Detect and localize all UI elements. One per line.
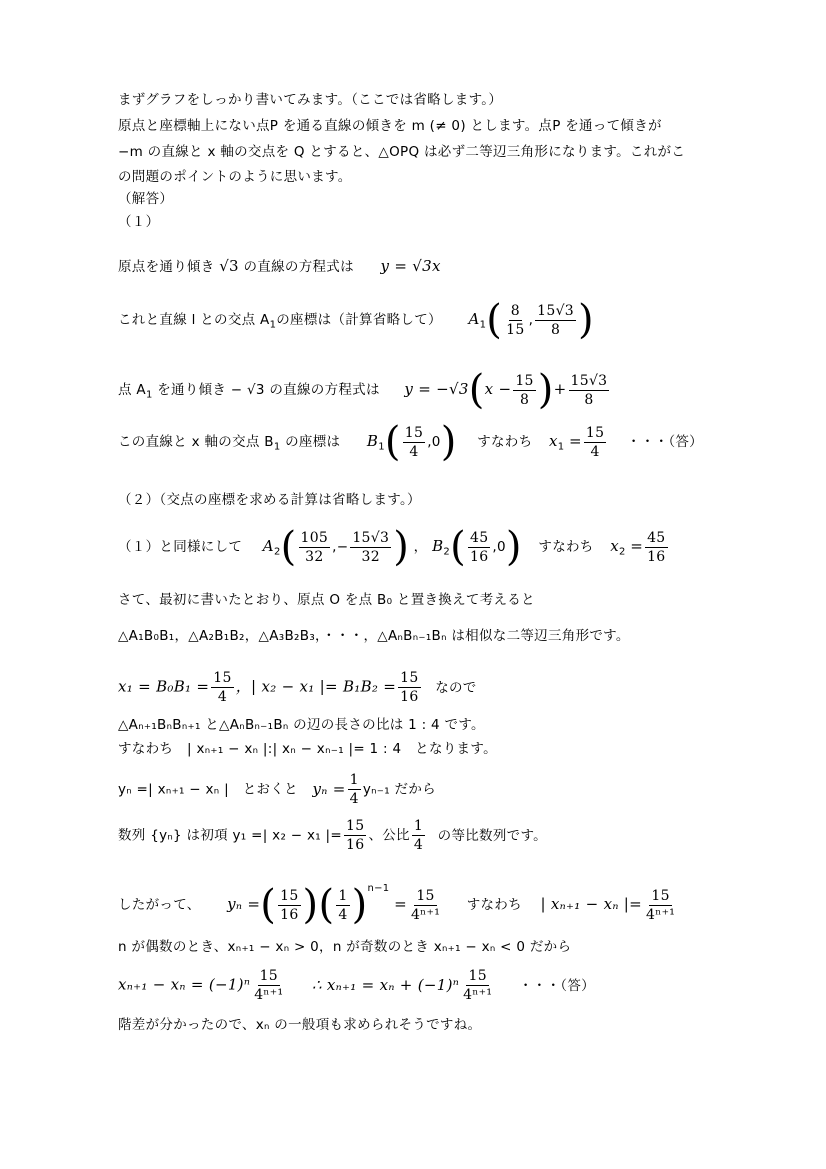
text-15c: なので	[435, 679, 477, 696]
x2-label: x	[610, 537, 619, 555]
answer-heading: （解答）	[118, 191, 174, 207]
text-22a: xₙ₊₁ − xₙ = (−1)ⁿ	[118, 975, 251, 994]
fraction-a2y: $\frac{15√3}{32}$	[352, 529, 390, 565]
text-closing: 階差が分かったので、xₙ の一般項も求められそうですね。	[118, 1017, 482, 1033]
text-19b: 、公比	[368, 827, 410, 844]
text-10b: の座標は	[280, 434, 341, 450]
text-15b: ，| x₂ − x₁ |= B₁B₂ =	[235, 677, 397, 696]
text-9b: を通り傾き − √3 の直線の方程式は	[152, 382, 380, 398]
fraction-20c: $\frac{15}{\text{4ⁿ⁺¹}}$	[410, 887, 441, 923]
equation-y-sqrt3x: y = √3x	[380, 257, 441, 275]
line-final-answer	[118, 968, 595, 1003]
text-8b: の座標は（計算省略して）	[276, 312, 442, 328]
text-parity: n が偶数のとき、xₙ₊₁ − xₙ > 0，n が奇数のとき xₙ₊₁ − xₙ < 0 だから	[118, 939, 572, 955]
fraction-a1x: $\frac{8}{15}$	[506, 302, 525, 338]
fraction-x2: $\frac{45}{16}$	[647, 529, 666, 565]
text-18a: yₙ =| xₙ₊₁ − xₙ | とおくと	[118, 781, 298, 798]
part-2-heading: （２）（交点の座標を求める計算は省略します。）	[118, 492, 421, 508]
text-22b: ∴ xₙ₊₁ = xₙ + (−1)ⁿ	[311, 975, 460, 994]
intro-line-1: まずグラフをしっかり書いてみます。（ここでは省略します。）	[118, 92, 503, 108]
text-19c: の等比数列です。	[437, 827, 547, 844]
intro-line-4: の問題のポイントのように思います。	[118, 169, 352, 185]
text-19a: 数列 {yₙ} は初項 y₁ =| x₂ − x₁ |=	[118, 827, 343, 844]
fraction-20a: $\frac{15}{16}$	[280, 887, 299, 923]
line-x1-b0b1	[118, 670, 477, 705]
math-7b: √3	[219, 257, 239, 275]
fraction-15a: $\frac{15}{4}$	[213, 670, 232, 705]
line-geometric-sequence	[118, 818, 547, 853]
text-15a: x₁ = B₀B₁ =	[118, 677, 210, 696]
line-intersection-a1: これと直線 l との交点 $A_1$の座標は（計算省略して） $A_1$( $\frac{8}{15}$ , $\frac{15√3}{8}$ )	[118, 297, 594, 343]
fraction-20b: $\frac{1}{4}$	[338, 887, 348, 923]
text-7c: の直線の方程式は	[238, 259, 354, 275]
text-18b: yₙ =	[312, 779, 346, 798]
answer-mark-1: ・・・（答）	[626, 434, 703, 450]
text-20c: すなわち	[466, 897, 522, 913]
text-ratio-abs: すなわち | xₙ₊₁ − xₙ |:| xₙ − xₙ₋₁ |= 1 : 4 となります。	[118, 741, 497, 757]
intro-line-2: 原点と座標軸上にない点P を通る直線の傾きを m (≠ 0) とします。点P を通って傾きが	[118, 118, 662, 134]
point-b1-label: B	[366, 432, 379, 450]
fraction-b2x: $\frac{45}{16}$	[469, 529, 489, 565]
point-b2-label: B	[432, 537, 444, 555]
text-8a: これと直線 l との交点 A	[118, 312, 270, 328]
fraction-22a: $\frac{15}{\text{4ⁿ⁺¹}}$	[254, 968, 284, 1003]
text-12a: （１）と同様にして	[118, 539, 243, 555]
answer-mark-2: ・・・（答）	[518, 977, 595, 994]
text-9a: 点 A	[118, 382, 146, 398]
line-slope-minus-sqrt3: 点 $A_1$ を通り傾き − √3 の直線の方程式は y = −√3(x − $\frac{15}{8}$ )+ $\frac{15√3}{8}$	[118, 367, 608, 413]
text-20b: yₙ =	[227, 895, 261, 913]
line-yn-formula: したがって、 yₙ =( $\frac{15}{16}$ )( $\frac{1}{4}$ )$^{n-1}$ = $\frac{15}{\text{4ⁿ⁺¹}}$ すなわち | xₙ₊₁ − xₙ |= $\frac{15}{\text{4ⁿ⁺¹}}$	[118, 882, 676, 928]
text-7a: 原点を通り傾き	[118, 259, 220, 275]
text-10a: この直線と x 軸の交点 B	[118, 434, 274, 450]
text-18c: yₙ₋₁ だから	[362, 781, 436, 798]
x1-label: x	[549, 432, 558, 450]
equation-9: y = −√3	[404, 380, 469, 398]
point-a2-label: A	[262, 537, 274, 555]
intro-line-3: −m の直線と x 軸の交点を Q とすると、△OPQ は必ず二等辺三角形になります。これがこ	[118, 144, 686, 160]
fraction-18: $\frac{1}{4}$	[349, 772, 359, 807]
fraction-b1x: $\frac{15}{4}$	[404, 424, 424, 460]
fraction-9b: $\frac{15√3}{8}$	[570, 372, 608, 408]
fraction-22b: $\frac{15}{\text{4ⁿ⁺¹}}$	[463, 968, 493, 1003]
text-20a: したがって、	[118, 897, 201, 913]
fraction-19b: $\frac{1}{4}$	[413, 818, 424, 853]
point-a1-label: A	[468, 310, 480, 328]
text-similar-triangles: △A₁B₀B₁，△A₂B₁B₂，△A₃B₂B₃，・・・，△AₙBₙ₋₁Bₙ は相似な二等辺三角形です。	[118, 628, 630, 644]
line-a2-b2: （１）と同様にして $A_2$( $\frac{105}{32}$ ,− $\frac{15√3}{32}$ ) ， $B_2$( $\frac{45}{16}$ ,0) すなわち $x_2$ = $\frac{45}{16}$	[118, 524, 666, 570]
fraction-9a: $\frac{15}{8}$	[515, 372, 534, 408]
text-ratio: △Aₙ₊₁BₙBₙ₊₁ と△AₙBₙ₋₁Bₙ の辺の長さの比は 1 : 4 です。	[118, 717, 485, 733]
text-20d: | xₙ₊₁ − xₙ |=	[540, 895, 643, 913]
text-12d: すなわち	[538, 539, 594, 555]
fraction-a2x: $\frac{105}{32}$	[300, 529, 329, 565]
line-yn-definition	[118, 772, 436, 807]
fraction-x1: $\frac{15}{4}$	[585, 424, 605, 460]
text-10d: すなわち	[477, 434, 533, 450]
text-replace-origin: さて、最初に書いたとおり、原点 O を点 B₀ と置き換えて考えると	[118, 592, 535, 608]
part-1-heading: （１）	[118, 214, 160, 230]
fraction-20d: $\frac{15}{\text{4ⁿ⁺¹}}$	[646, 887, 676, 923]
fraction-19a: $\frac{15}{16}$	[346, 818, 365, 853]
line-intersection-b1: この直線と x 軸の交点 $B_1$ の座標は $B_1$( $\frac{15}{4}$ ,0) すなわち $x_1$ = $\frac{15}{4}$ ・・・（答）	[118, 419, 703, 465]
line-slope-sqrt3	[118, 257, 441, 276]
fraction-a1y: $\frac{15√3}{8}$	[537, 302, 575, 338]
fraction-15b: $\frac{15}{16}$	[400, 670, 419, 705]
